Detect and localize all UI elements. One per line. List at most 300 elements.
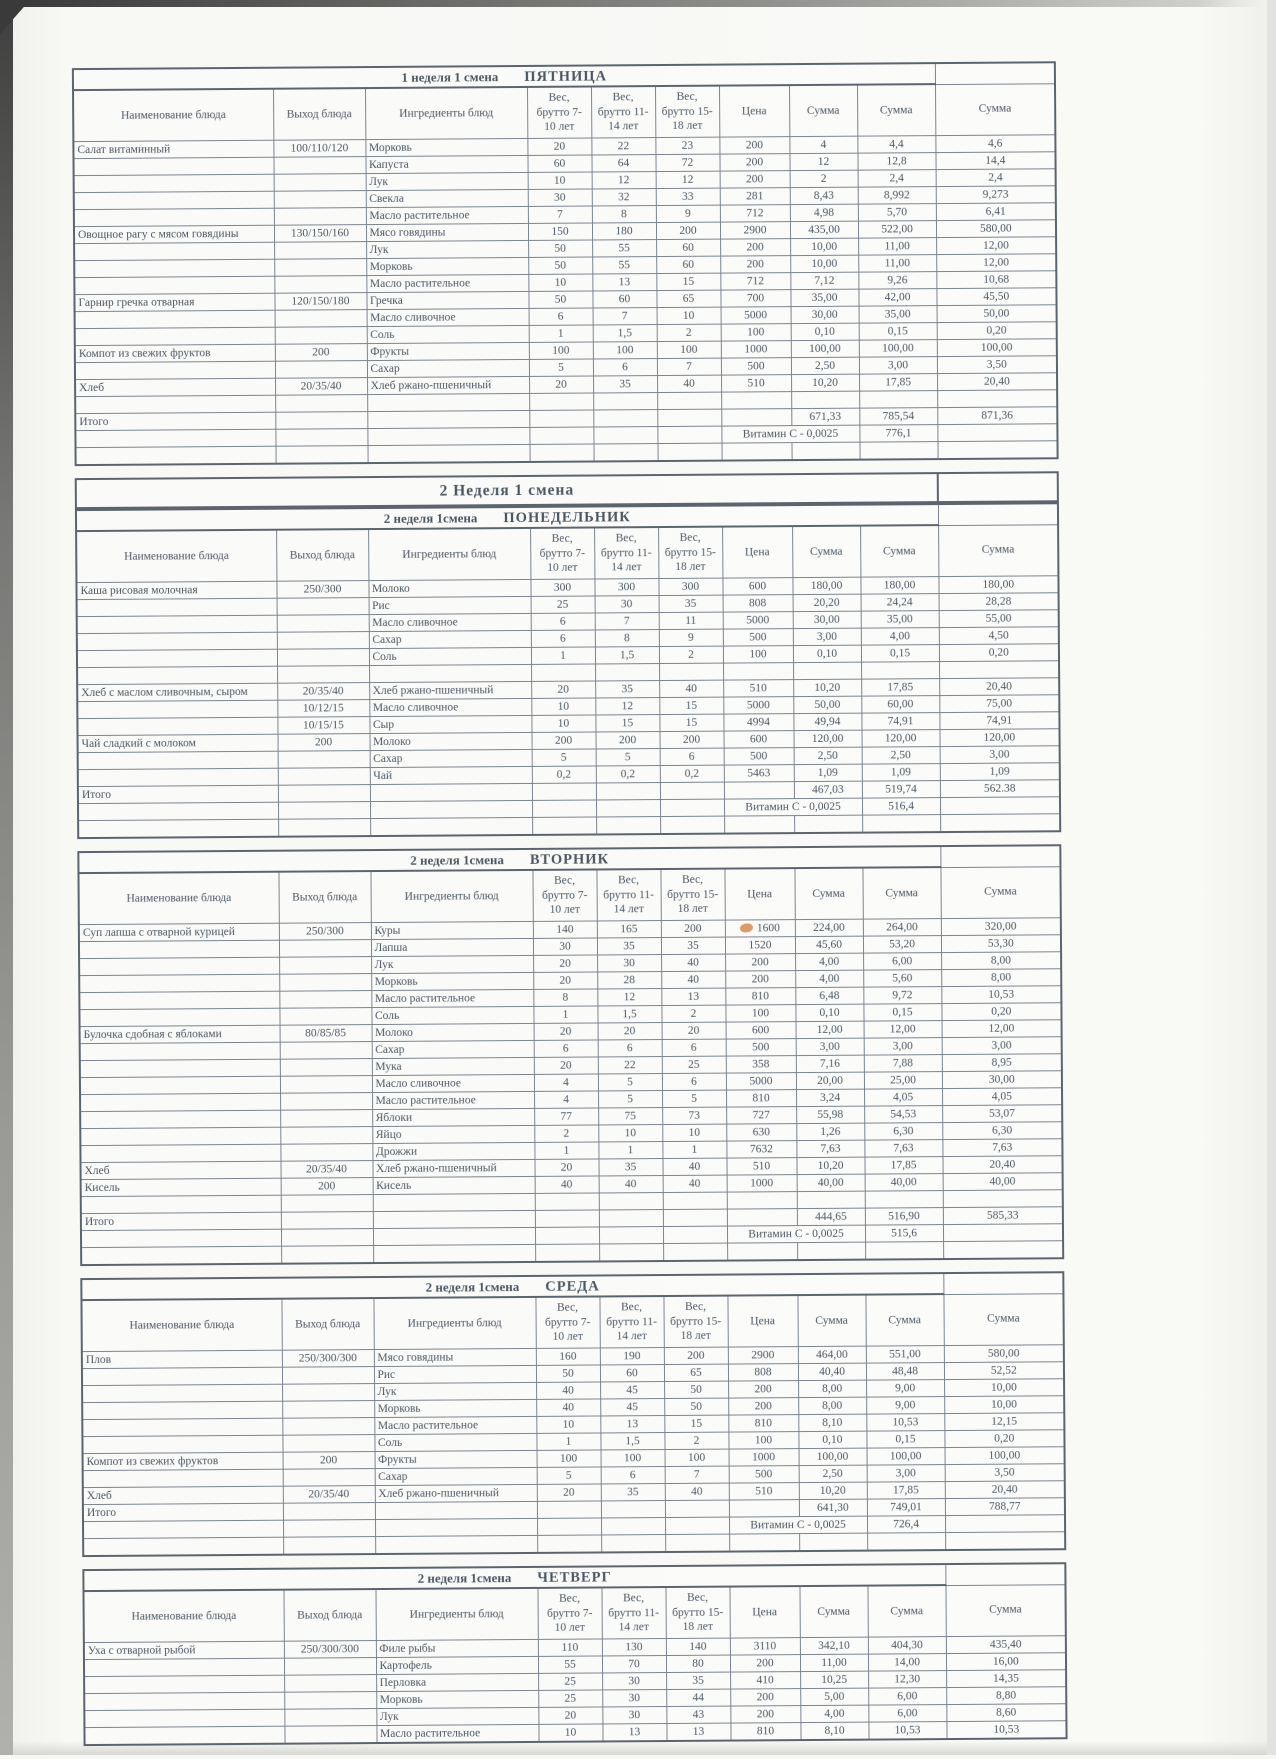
- ingredient-cell: Сахар: [367, 359, 529, 377]
- weight-7-10-cell: 20: [534, 1057, 598, 1074]
- section-title-prefix: 2 неделя 1смена: [383, 509, 478, 526]
- total-label-cell: Итого: [78, 785, 278, 803]
- sum-11-14-cell: 3,00: [867, 1465, 945, 1483]
- dish-name-cell: Суп лапша с отварной курицей: [79, 923, 279, 941]
- sum-11-14-cell: 3,00: [864, 1038, 942, 1056]
- sum-11-14-cell: 2,50: [862, 747, 940, 765]
- empty-cell: [375, 1535, 537, 1554]
- portion-cell: [273, 157, 365, 175]
- dish-name-cell: Уха с отварной рыбой: [84, 1641, 284, 1659]
- column-header: Ингредиенты блюд: [375, 1588, 537, 1641]
- weight-15-18-cell: 200: [664, 1347, 728, 1364]
- weight-15-18-cell: 140: [666, 1638, 730, 1655]
- column-header: Сумма: [794, 868, 862, 920]
- total-empty-cell: [278, 785, 370, 803]
- dish-name-cell: [79, 991, 279, 1009]
- sum-7-10-cell: 2,50: [799, 1465, 867, 1482]
- column-header: Сумма: [867, 1585, 945, 1637]
- sum-7-10-cell: 55,98: [796, 1106, 864, 1123]
- weight-11-14-cell: 20: [598, 1023, 662, 1040]
- sum-15-18-cell: 4,50: [939, 627, 1059, 645]
- dish-name-cell: [75, 310, 275, 328]
- sum-11-14-cell: 6,00: [868, 1688, 946, 1706]
- ingredient-cell: Хлеб ржано-пшеничный: [369, 681, 531, 699]
- sum-7-10-cell: 12: [789, 153, 857, 170]
- total-empty-cell: [660, 782, 724, 799]
- column-header: Ингредиенты блюд: [373, 1297, 535, 1350]
- weight-15-18-cell: 200: [660, 731, 724, 748]
- weight-11-14-cell: 6: [593, 359, 657, 376]
- dish-name-cell: [74, 259, 274, 277]
- sum-15-18-cell: 52,52: [944, 1362, 1064, 1380]
- weight-11-14-cell: 10: [598, 1125, 662, 1142]
- vitamin-c-label: Витамин С - 0,0025: [724, 798, 862, 816]
- column-header: Вес, брутто 15- 18 лет: [665, 1587, 729, 1639]
- weight-11-14-cell: 1,5: [593, 325, 657, 342]
- column-header-row: [73, 83, 1055, 141]
- sum-7-10-cell: 45,60: [795, 936, 863, 953]
- weight-15-18-cell: 40: [661, 954, 725, 971]
- price-cell: [721, 392, 791, 409]
- price-cell: 700: [720, 290, 790, 307]
- total-sum-11-14-cell: 785,54: [859, 408, 937, 426]
- dish-name-cell: Компот из свежих фруктов: [75, 344, 275, 362]
- weight-7-10-cell: 6: [529, 308, 593, 325]
- sum-7-10-cell: 2: [790, 170, 858, 187]
- sum-7-10-cell: 100,00: [791, 340, 859, 357]
- weight-7-10-cell: 1: [534, 1142, 598, 1159]
- sum-15-18-cell: 120,00: [940, 729, 1060, 747]
- weight-11-14-cell: 30: [602, 1690, 666, 1707]
- sum-15-18-cell: 40,00: [943, 1173, 1063, 1191]
- weight-7-10-cell: 20: [527, 138, 591, 155]
- dish-name-cell: [84, 1726, 284, 1745]
- total-sum-11-14-cell: 749,01: [867, 1499, 945, 1517]
- portion-cell: [284, 1658, 376, 1676]
- sum-15-18-cell: 12,15: [944, 1413, 1064, 1431]
- dish-name-cell: [79, 940, 279, 958]
- empty-cell: [729, 1534, 799, 1552]
- price-cell: 1000: [729, 1449, 799, 1466]
- dish-name-cell: [74, 174, 274, 192]
- sum-7-10-cell: 7,63: [796, 1140, 864, 1157]
- vitamin-empty-cell: [665, 1517, 729, 1534]
- sum-15-18-cell: 8,60: [946, 1704, 1066, 1722]
- price-cell: 510: [726, 1158, 796, 1175]
- portion-cell: 250/300: [279, 923, 371, 941]
- price-cell: 808: [723, 595, 793, 612]
- sum-15-18-cell: 75,00: [939, 695, 1059, 713]
- dish-name-cell: [78, 751, 278, 769]
- vitamin-empty-cell: [283, 1520, 375, 1538]
- weight-11-14-cell: 5: [596, 749, 660, 766]
- column-header: Ингредиенты блюд: [370, 870, 532, 923]
- vitamin-c-value: 515,6: [865, 1225, 943, 1243]
- weight-11-14-cell: 60: [600, 1365, 664, 1382]
- sum-11-14-cell: 100,00: [867, 1448, 945, 1466]
- portion-cell: [279, 940, 371, 958]
- weight-7-10-cell: 55: [538, 1656, 602, 1673]
- portion-cell: [274, 276, 366, 294]
- dish-name-cell: [75, 395, 275, 413]
- price-cell: 510: [723, 680, 793, 697]
- sum-11-14-cell: 3,00: [859, 357, 937, 375]
- weight-15-18-cell: 7: [665, 1466, 729, 1483]
- price-cell: 200: [728, 1398, 798, 1415]
- total-empty-cell: [721, 409, 791, 426]
- portion-cell: [278, 768, 370, 786]
- weight-15-18-cell: 13: [661, 988, 725, 1005]
- empty-cell: [599, 1244, 663, 1262]
- price-cell: 281: [720, 188, 790, 205]
- sum-7-10-cell: 2,50: [794, 747, 862, 764]
- ingredient-cell: Хлеб ржано-пшеничный: [367, 376, 529, 394]
- portion-cell: 200: [278, 734, 370, 752]
- portion-cell: 20/35/40: [283, 1486, 375, 1504]
- weight-7-10-cell: 10: [538, 1724, 602, 1742]
- empty-cell: [727, 1243, 797, 1261]
- menu-table-monday-week2: [75, 502, 1061, 839]
- ingredient-cell: Сыр: [369, 715, 531, 733]
- vitamin-empty-cell: [599, 1227, 663, 1244]
- sum-7-10-cell: 10,25: [800, 1671, 868, 1688]
- sum-7-10-cell: 4,00: [795, 970, 863, 987]
- sum-15-18-cell: 53,30: [941, 935, 1061, 953]
- sum-15-18-cell: 580,00: [936, 220, 1056, 238]
- vitamin-empty-cell: [275, 429, 367, 447]
- vitamin-empty-cell: [660, 799, 724, 816]
- total-empty-cell: [373, 1210, 535, 1228]
- weight-11-14-cell: 45: [600, 1399, 664, 1416]
- sum-15-18-cell: 8,95: [942, 1054, 1062, 1072]
- price-cell: 100: [723, 646, 793, 663]
- portion-cell: 120/150/180: [274, 293, 366, 311]
- sum-15-18-cell: 20,40: [939, 678, 1059, 696]
- sum-15-18-cell: 53,07: [942, 1105, 1062, 1123]
- dish-name-cell: [83, 1469, 283, 1487]
- dish-name-cell: [79, 974, 279, 992]
- ingredient-cell: Масло сливочное: [367, 308, 529, 326]
- column-header: Сумма: [946, 1584, 1066, 1636]
- weight-15-18-cell: 35: [661, 937, 725, 954]
- column-header: Сумма: [865, 1294, 943, 1346]
- ingredient-cell: Масло растительное: [371, 989, 533, 1007]
- price-cell: 200: [725, 971, 795, 988]
- portion-cell: [274, 259, 366, 277]
- price-cell: 600: [726, 1022, 796, 1039]
- sum-7-10-cell: 7,16: [796, 1055, 864, 1072]
- portion-cell: [275, 327, 367, 345]
- sum-11-14-cell: 5,60: [863, 970, 941, 988]
- sum-7-10-cell: 435,00: [790, 221, 858, 238]
- ingredient-cell: Чай: [370, 766, 532, 784]
- ingredient-cell: Сахар: [372, 1040, 534, 1058]
- menu-table-tuesday-week2: [77, 844, 1064, 1266]
- weight-11-14-cell: 12: [595, 698, 659, 715]
- portion-cell: [282, 1384, 374, 1402]
- weight-15-18-cell: 40: [665, 1483, 729, 1500]
- empty-cell: [78, 819, 278, 838]
- portion-cell: [282, 1401, 374, 1419]
- price-cell: 510: [729, 1483, 799, 1500]
- weight-7-10-cell: 20: [537, 1484, 601, 1501]
- ingredient-cell: Кисель: [373, 1176, 535, 1194]
- portion-cell: [280, 1042, 372, 1060]
- weight-11-14-cell: 13: [600, 1416, 664, 1433]
- total-sum-7-10-cell: 444,65: [797, 1208, 865, 1225]
- portion-cell: [280, 1093, 372, 1111]
- weight-15-18-cell: 9: [659, 629, 723, 646]
- weight-11-14-cell: 100: [601, 1450, 665, 1467]
- portion-cell: 10/15/15: [277, 717, 369, 735]
- weight-7-10-cell: 20: [534, 1023, 598, 1040]
- empty-cell: [370, 817, 532, 836]
- vitamin-empty-cell: [83, 1520, 283, 1538]
- far-column-empty-cell: [940, 845, 1060, 867]
- sum-11-14-cell: 40,00: [865, 1174, 943, 1192]
- price-cell: 810: [725, 988, 795, 1005]
- sum-11-14-cell: 12,30: [868, 1671, 946, 1689]
- sum-7-10-cell: 49,94: [793, 713, 861, 730]
- empty-cell: [276, 446, 368, 464]
- sum-7-10-cell: 4,98: [790, 204, 858, 221]
- ingredient-cell: Куры: [371, 921, 533, 939]
- scanner-edge-top: [0, 0, 1262, 7]
- sum-7-10-cell: 40,40: [798, 1363, 866, 1380]
- price-cell: 7632: [726, 1141, 796, 1158]
- weight-7-10-cell: 60: [527, 155, 591, 172]
- price-cell: 5000: [726, 1073, 796, 1090]
- sum-11-14-cell: 8,992: [858, 187, 936, 205]
- total-empty-cell: [532, 783, 596, 800]
- weight-15-18-cell: 10: [657, 307, 721, 324]
- weight-11-14-cell: 7: [595, 613, 659, 630]
- dish-name-cell: [74, 191, 274, 209]
- price-cell: 3110: [730, 1638, 800, 1655]
- portion-cell: [284, 1675, 376, 1693]
- dish-name-cell: [79, 957, 279, 975]
- far-column-empty-cell: [945, 1515, 1065, 1533]
- empty-cell: [663, 1243, 727, 1261]
- sum-11-14-cell: 25,00: [864, 1072, 942, 1090]
- weight-15-18-cell: 65: [664, 1364, 728, 1381]
- sum-11-14-cell: 7,63: [864, 1140, 942, 1158]
- weight-15-18-cell: 73: [662, 1107, 726, 1124]
- column-header: Вес, брутто 7- 10 лет: [530, 527, 594, 579]
- weight-15-18-cell: 6: [662, 1073, 726, 1090]
- empty-cell: [945, 1532, 1065, 1550]
- dish-name-cell: Салат витаминный: [73, 140, 273, 158]
- column-header: Вес, брутто 7- 10 лет: [537, 1587, 601, 1639]
- ingredient-cell: Масло сливочное: [372, 1074, 534, 1092]
- ingredient-cell: Хлеб ржано-пшеничный: [375, 1484, 537, 1502]
- column-header: Сумма: [789, 85, 857, 137]
- price-cell: 810: [728, 1415, 798, 1432]
- column-header: Наименование блюда: [83, 1590, 283, 1643]
- sum-11-14-cell: 4,00: [861, 628, 939, 646]
- sum-15-18-cell: 8,80: [946, 1687, 1066, 1705]
- sum-7-10-cell: 4: [789, 136, 857, 153]
- weight-15-18-cell: 2: [657, 324, 721, 341]
- sum-15-18-cell: 6,30: [942, 1122, 1062, 1140]
- sum-7-10-cell: 10,20: [793, 679, 861, 696]
- sum-15-18-cell: 10,68: [936, 271, 1056, 289]
- weight-11-14-cell: 70: [602, 1656, 666, 1673]
- empty-cell: [657, 443, 721, 461]
- ingredient-cell: Яблоки: [372, 1108, 534, 1126]
- ingredient-cell: Соль: [374, 1433, 536, 1451]
- weight-11-14-cell: 55: [592, 257, 656, 274]
- portion-cell: 250/300: [276, 581, 368, 599]
- vitamin-empty-cell: [375, 1518, 537, 1536]
- portion-cell: [280, 1110, 372, 1128]
- portion-cell: 200: [283, 1452, 375, 1470]
- weight-15-18-cell: 6: [662, 1039, 726, 1056]
- vitamin-c-value: 516,4: [862, 798, 940, 816]
- ingredient-cell: Морковь: [376, 1690, 538, 1708]
- weight-7-10-cell: 140: [533, 921, 597, 938]
- sum-11-14-cell: 522,00: [858, 221, 936, 239]
- sum-11-14-cell: 17,85: [867, 1482, 945, 1500]
- price-cell: 600: [724, 731, 794, 748]
- weight-7-10-cell: 77: [534, 1108, 598, 1125]
- sum-15-18-cell: 14,4: [936, 152, 1056, 170]
- sum-11-14-cell: 48,48: [866, 1363, 944, 1381]
- ingredient-cell: Сахар: [369, 630, 531, 648]
- empty-cell: [368, 444, 530, 463]
- portion-cell: 20/35/40: [280, 1161, 372, 1179]
- sum-7-10-cell: 3,00: [793, 628, 861, 645]
- weight-11-14-cell: 7: [593, 308, 657, 325]
- far-column-empty-cell: [937, 424, 1057, 442]
- empty-cell: [799, 1533, 867, 1551]
- section-title-prefix: 1 неделя 1 смена: [401, 68, 499, 85]
- ingredient-cell: Соль: [371, 1006, 533, 1024]
- weight-7-10-cell: 200: [532, 732, 596, 749]
- weight-7-10-cell: 1: [533, 1006, 597, 1023]
- weight-11-14-cell: 5: [598, 1091, 662, 1108]
- weight-15-18-cell: 65: [656, 290, 720, 307]
- sum-7-10-cell: [793, 662, 861, 679]
- dish-name-cell: [77, 598, 277, 616]
- sum-7-10-cell: 40,00: [797, 1174, 865, 1191]
- column-header: Вес, брутто 15- 18 лет: [660, 869, 724, 921]
- weight-7-10-cell: 160: [536, 1348, 600, 1365]
- weight-7-10-cell: 10: [528, 172, 592, 189]
- ingredient-cell: Молоко: [370, 732, 532, 750]
- sum-15-18-cell: [939, 661, 1059, 679]
- sum-15-18-cell: 74,91: [939, 712, 1059, 730]
- dish-name-cell: [74, 276, 274, 294]
- weight-15-18-cell: [659, 663, 723, 680]
- weight-7-10-cell: 0,2: [532, 766, 596, 783]
- sum-11-14-cell: 74,91: [861, 713, 939, 731]
- weight-7-10-cell: 50: [528, 291, 592, 308]
- column-header: Сумма: [857, 84, 935, 136]
- column-header: Сумма: [944, 1293, 1064, 1345]
- price-cell: 712: [720, 273, 790, 290]
- total-sum-15-18-cell: 871,36: [937, 407, 1057, 425]
- portion-cell: [277, 632, 369, 650]
- dish-name-cell: Овощное рагу с мясом говядины: [74, 225, 274, 243]
- scan-content: [0, 60, 1276, 1759]
- price-cell: 600: [722, 578, 792, 595]
- sum-11-14-cell: 42,00: [858, 289, 936, 307]
- vitamin-empty-cell: [81, 1229, 281, 1247]
- empty-cell: [529, 444, 593, 462]
- empty-cell: [865, 1242, 943, 1260]
- column-header: Вес, брутто 15- 18 лет: [658, 527, 722, 579]
- dish-name-cell: [80, 1144, 280, 1162]
- ingredient-cell: [367, 393, 529, 411]
- weight-7-10-cell: 20: [529, 376, 593, 393]
- total-sum-15-18-cell: 585,33: [943, 1207, 1063, 1225]
- weight-7-10-cell: 2: [534, 1125, 598, 1142]
- sum-11-14-cell: 5,70: [858, 204, 936, 222]
- total-label-cell: Итого: [83, 1503, 283, 1521]
- total-empty-cell: [729, 1500, 799, 1517]
- portion-cell: 200: [275, 344, 367, 362]
- sum-7-10-cell: 0,10: [795, 1004, 863, 1021]
- portion-cell: 10/12/15: [277, 700, 369, 718]
- sum-11-14-cell: 0,15: [863, 1004, 941, 1022]
- sum-11-14-cell: 12,00: [864, 1021, 942, 1039]
- sum-7-10-cell: 0,10: [793, 645, 861, 662]
- column-header: Вес, брутто 7- 10 лет: [532, 869, 596, 921]
- column-header: Вес, брутто 15- 18 лет: [655, 86, 719, 138]
- total-sum-11-14-cell: 519,74: [862, 781, 940, 799]
- sum-11-14-cell: 24,24: [861, 594, 939, 612]
- portion-cell: 250/300/300: [284, 1641, 376, 1659]
- weight-7-10-cell: 20: [533, 972, 597, 989]
- price-cell: 200: [720, 171, 790, 188]
- weight-11-14-cell: 300: [594, 579, 658, 596]
- vitamin-empty-cell: [532, 800, 596, 817]
- far-column-empty-cell: [935, 62, 1055, 84]
- sum-7-10-cell: [797, 1191, 865, 1208]
- weight-11-14-cell: 13: [592, 274, 656, 291]
- ingredient-cell: Мясо говядины: [374, 1348, 536, 1366]
- column-header: Сумма: [799, 1586, 867, 1638]
- sum-11-14-cell: 17,85: [859, 374, 937, 392]
- column-header: Цена: [719, 85, 789, 137]
- portion-cell: [274, 191, 366, 209]
- weight-15-18-cell: 200: [661, 920, 725, 937]
- weight-15-18-cell: 15: [659, 714, 723, 731]
- sum-15-18-cell: 0,20: [937, 322, 1057, 340]
- column-header: Вес, брутто 11- 14 лет: [599, 1296, 663, 1348]
- weight-15-18-cell: 60: [656, 239, 720, 256]
- portion-cell: [283, 1469, 375, 1487]
- portion-cell: [279, 1008, 371, 1026]
- weight-15-18-cell: 2: [661, 1005, 725, 1022]
- dish-name-cell: [84, 1692, 284, 1710]
- dish-name-cell: Хлеб: [83, 1486, 283, 1504]
- ingredient-cell: Капуста: [365, 155, 527, 173]
- ingredient-cell: Мука: [372, 1057, 534, 1075]
- price-cell: 4994: [723, 714, 793, 731]
- weight-11-14-cell: 130: [602, 1639, 666, 1656]
- sum-15-18-cell: 3,00: [942, 1037, 1062, 1055]
- total-label-cell: Итого: [81, 1212, 281, 1230]
- weight-15-18-cell: 5: [662, 1090, 726, 1107]
- weight-11-14-cell: [593, 393, 657, 410]
- sum-7-10-cell: 10,00: [790, 238, 858, 255]
- total-empty-cell: [370, 783, 532, 801]
- sum-11-14-cell: 7,88: [864, 1055, 942, 1073]
- weight-15-18-cell: 40: [662, 1158, 726, 1175]
- sum-15-18-cell: 20,40: [937, 373, 1057, 391]
